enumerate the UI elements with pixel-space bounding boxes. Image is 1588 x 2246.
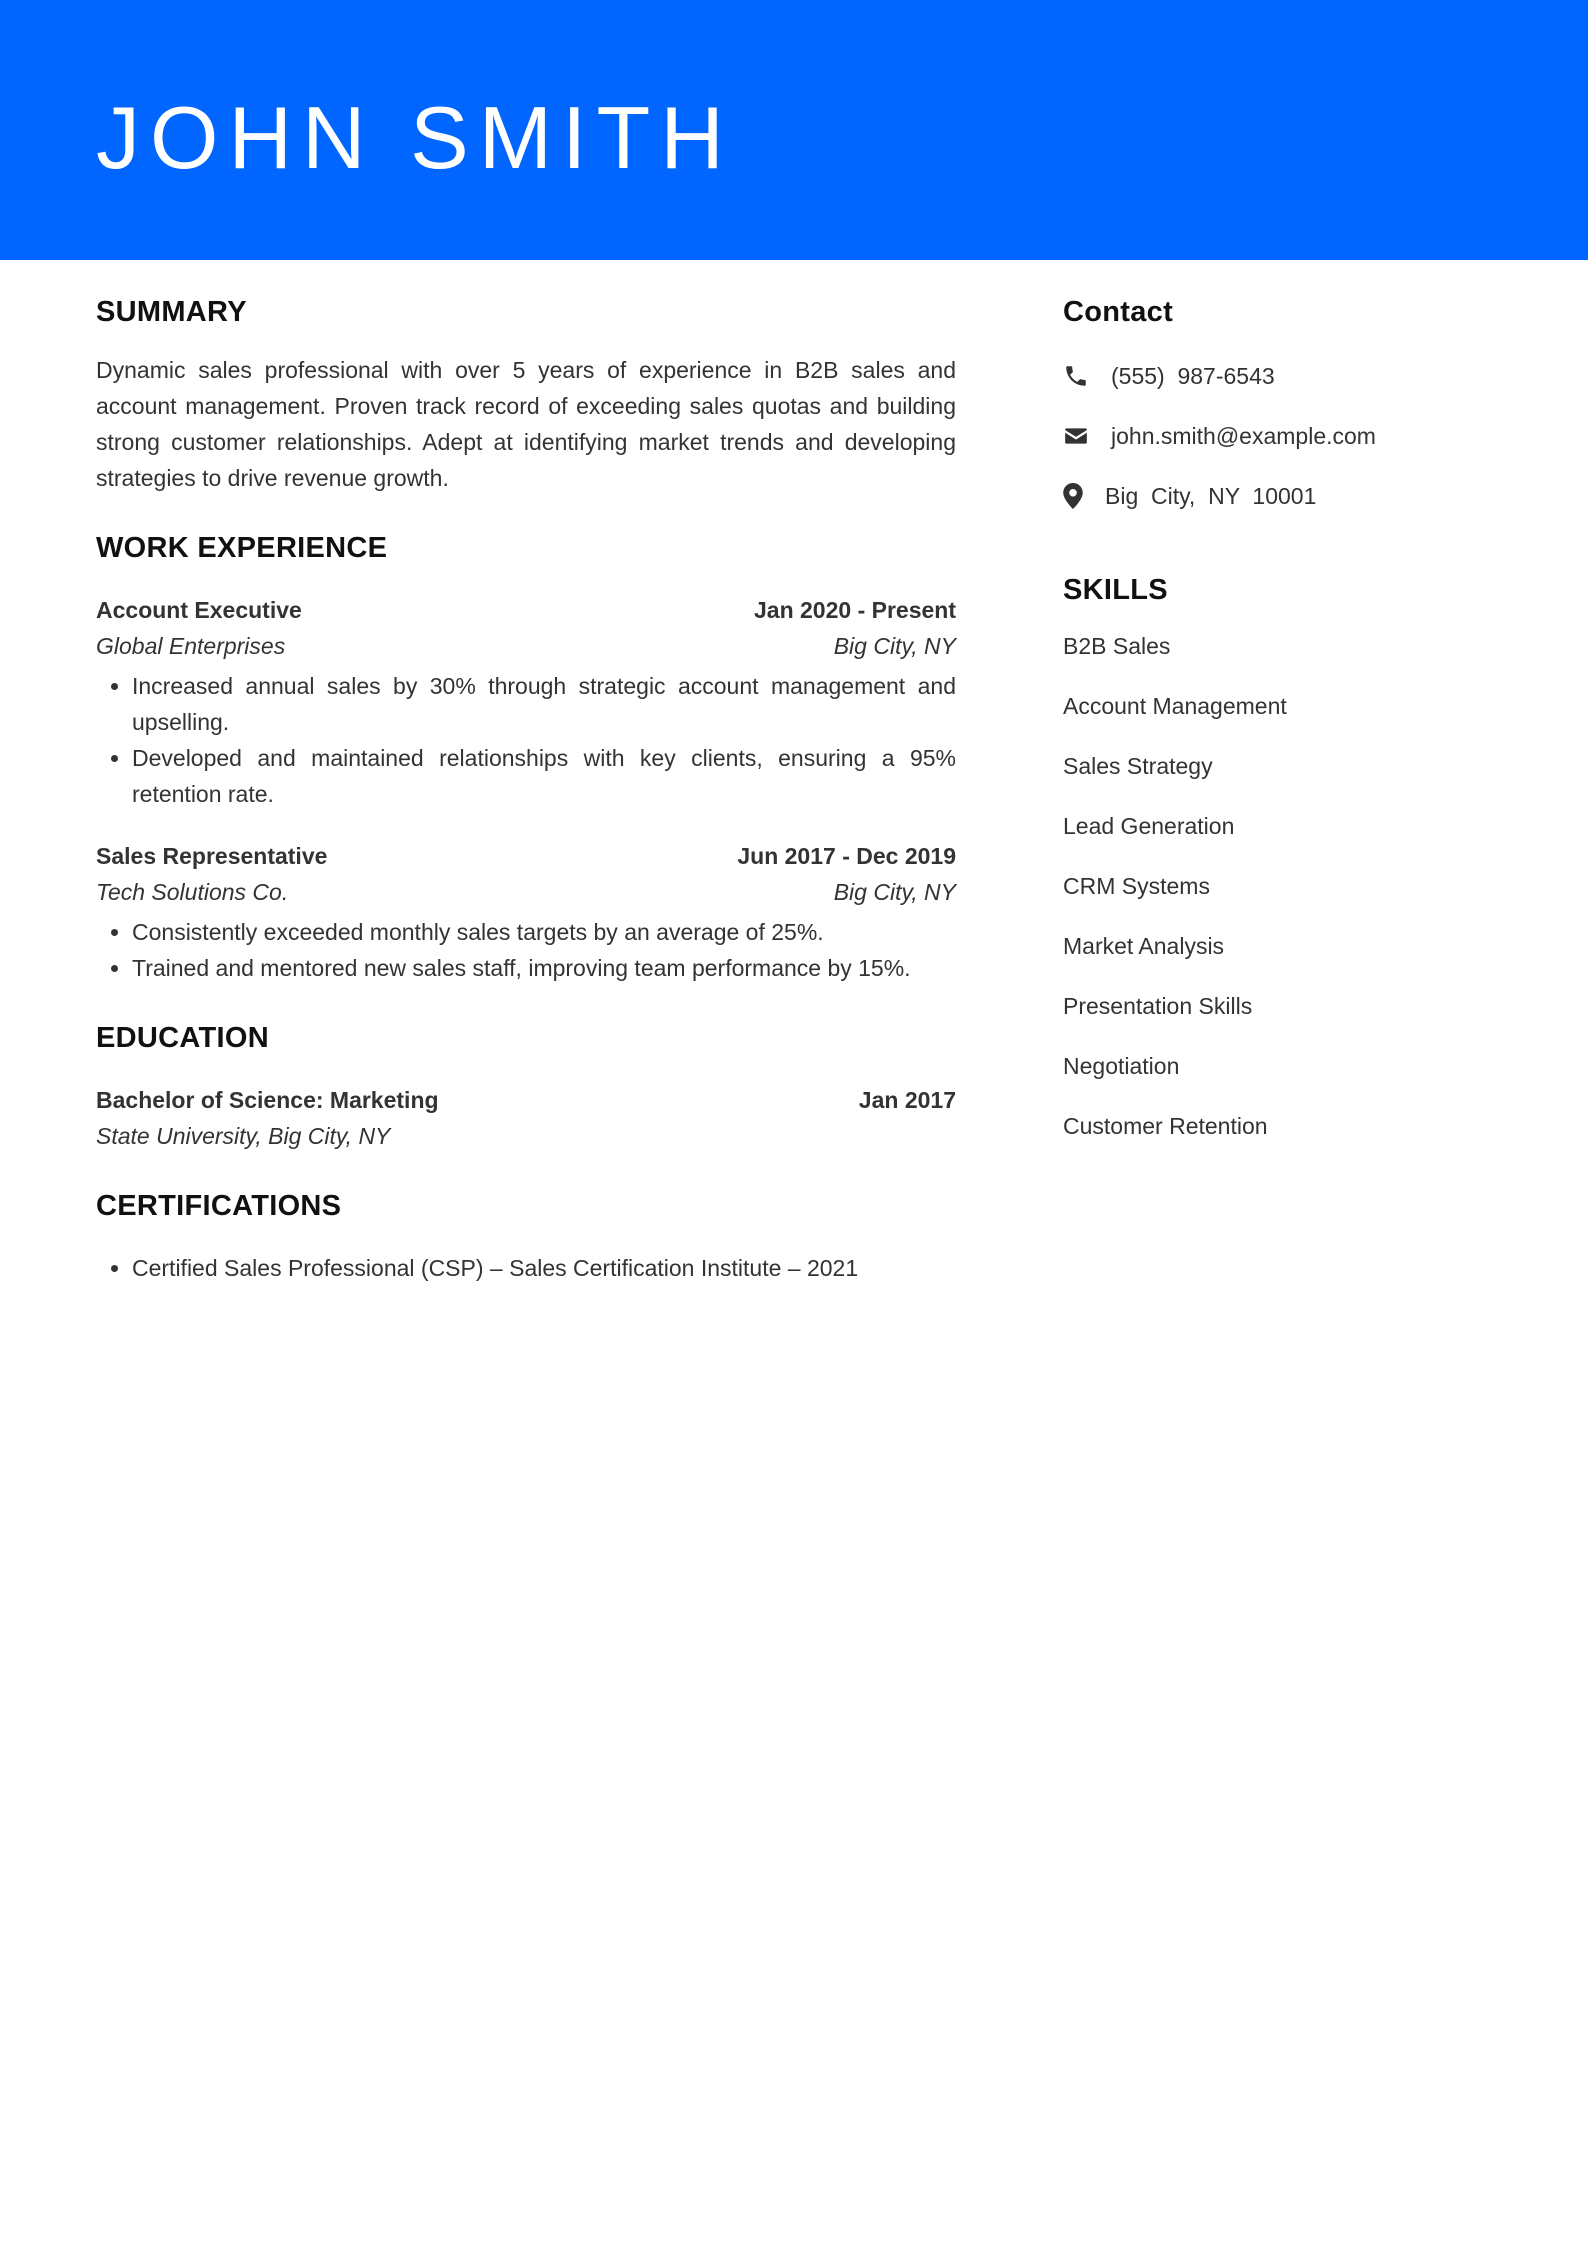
contact-phone bbox=[1063, 358, 1503, 394]
skill-item: Lead Generation bbox=[1063, 813, 1235, 839]
certification-list bbox=[96, 1250, 956, 1286]
contact-location bbox=[1063, 478, 1503, 514]
job-dates: Jan 2020 - Present bbox=[753, 597, 956, 623]
email-address: john.smith@example.com bbox=[1111, 423, 1376, 449]
job-bullet: • Developed and maintained relationships with key clients, ensuring a 95% retention rate. bbox=[132, 740, 956, 812]
job-role: Sales Representative bbox=[96, 843, 328, 869]
skill-item: CRM Systems bbox=[1063, 873, 1210, 899]
skill-item: Sales Strategy bbox=[1063, 753, 1213, 779]
skill-item: Account Management bbox=[1063, 693, 1287, 719]
job-entry bbox=[96, 592, 956, 812]
education-section bbox=[96, 1016, 956, 1154]
skills-list bbox=[1063, 628, 1503, 1144]
skills-title: SKILLS bbox=[1063, 574, 1168, 606]
work-experience-title: WORK EXPERIENCE bbox=[96, 532, 388, 564]
job-role: Account Executive bbox=[96, 597, 302, 623]
location-text: Big City, NY 10001 bbox=[1105, 483, 1317, 509]
job-company: Global Enterprises bbox=[96, 633, 286, 659]
job-entry bbox=[96, 838, 956, 986]
skill-item: Negotiation bbox=[1063, 1053, 1180, 1079]
job-bullet: • Increased annual sales by 30% through strategic account management and upselling. bbox=[132, 668, 956, 740]
skill-item: Presentation Skills bbox=[1063, 993, 1253, 1019]
job-bullet: • Trained and mentored new sales staff, improving team performance by 15%. bbox=[132, 950, 956, 986]
education-date: Jan 2017 bbox=[858, 1087, 956, 1113]
job-bullet: • Consistently exceeded monthly sales targets by an average of 25%. bbox=[132, 914, 956, 950]
degree: Bachelor of Science: Marketing bbox=[96, 1087, 439, 1113]
certifications-section bbox=[96, 1184, 956, 1286]
summary-text: Dynamic sales professional with over 5 years of experience in B2B sales and account management. Proven track record of exceeding sales quotas and building strong customer relationships. Adept at identifying market trends and developing strategies to drive revenue growth. bbox=[96, 357, 956, 491]
main-column bbox=[96, 290, 956, 1286]
contact-title: Contact bbox=[1063, 296, 1174, 328]
map-pin-icon bbox=[1063, 483, 1083, 509]
skill-item: Customer Retention bbox=[1063, 1113, 1268, 1139]
phone-number: (555) 987-6543 bbox=[1111, 363, 1275, 389]
phone-icon bbox=[1063, 363, 1089, 389]
summary-section bbox=[96, 290, 956, 496]
job-location: Big City, NY bbox=[833, 879, 956, 905]
certification-item: • Certified Sales Professional (CSP) – Sales Certification Institute – 2021 bbox=[132, 1250, 956, 1286]
job-company: Tech Solutions Co. bbox=[96, 879, 289, 905]
work-experience-section bbox=[96, 526, 956, 986]
education-entry bbox=[96, 1082, 956, 1154]
skill-item: B2B Sales bbox=[1063, 633, 1171, 659]
contact-email bbox=[1063, 418, 1503, 454]
skill-item: Market Analysis bbox=[1063, 933, 1225, 959]
summary-title: SUMMARY bbox=[96, 296, 247, 328]
job-location: Big City, NY bbox=[833, 633, 956, 659]
job-bullets bbox=[96, 914, 956, 986]
header-banner bbox=[0, 0, 1588, 260]
candidate-name: JOHN SMITH bbox=[96, 88, 734, 187]
school: State University, Big City, NY bbox=[96, 1123, 391, 1149]
education-title: EDUCATION bbox=[96, 1022, 269, 1054]
certifications-title: CERTIFICATIONS bbox=[96, 1190, 342, 1222]
sidebar-column bbox=[1063, 290, 1503, 1144]
job-bullets bbox=[96, 668, 956, 812]
envelope-icon bbox=[1063, 423, 1089, 449]
job-dates: Jun 2017 - Dec 2019 bbox=[737, 843, 956, 869]
